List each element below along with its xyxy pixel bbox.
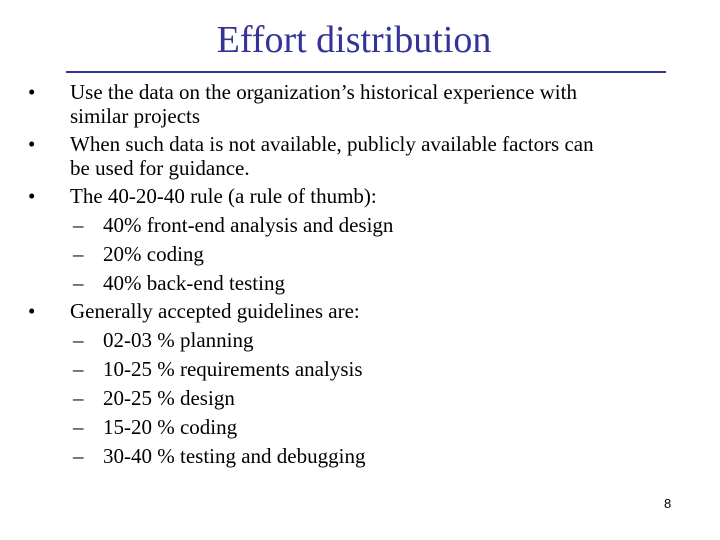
bullet-item bbox=[0, 299, 720, 323]
dash-icon: – bbox=[73, 386, 84, 410]
sub-bullet-text: 15-20 % coding bbox=[103, 415, 238, 439]
sub-bullet-text: 02-03 % planning bbox=[103, 328, 254, 352]
sub-bullet-item bbox=[0, 444, 720, 468]
bullet-item bbox=[0, 132, 720, 180]
sub-bullet-text: 40% back-end testing bbox=[103, 271, 285, 295]
bullet-text-continued: similar projects bbox=[70, 104, 201, 128]
dash-icon: – bbox=[73, 242, 84, 266]
dash-icon: – bbox=[73, 357, 84, 381]
sub-bullet-item bbox=[0, 271, 720, 295]
sub-bullet-item bbox=[0, 328, 720, 352]
dash-icon: – bbox=[73, 271, 84, 295]
bullet-icon: • bbox=[28, 132, 36, 156]
title-underline bbox=[66, 71, 666, 73]
sub-bullet-item bbox=[0, 386, 720, 410]
bullet-list bbox=[0, 80, 720, 468]
sub-bullet-text: 20% coding bbox=[103, 242, 204, 266]
sub-bullet-text: 40% front-end analysis and design bbox=[103, 213, 394, 237]
bullet-icon: • bbox=[28, 184, 36, 208]
sub-bullet-text: 30-40 % testing and debugging bbox=[103, 444, 366, 468]
slide-title: Effort distribution bbox=[216, 19, 492, 61]
bullet-text: Generally accepted guidelines are: bbox=[70, 299, 360, 323]
dash-icon: – bbox=[73, 328, 84, 352]
bullet-text-continued: be used for guidance. bbox=[70, 156, 250, 180]
sub-bullet-item bbox=[0, 213, 720, 237]
bullet-icon: • bbox=[28, 80, 36, 104]
bullet-item bbox=[0, 184, 720, 208]
bullet-icon: • bbox=[28, 299, 36, 323]
bullet-text: Use the data on the organization’s historical experience with bbox=[70, 80, 577, 104]
sub-bullet-text: 20-25 % design bbox=[103, 386, 235, 410]
sub-bullet-item bbox=[0, 357, 720, 381]
dash-icon: – bbox=[73, 213, 84, 237]
sub-bullet-item bbox=[0, 415, 720, 439]
page-number: 8 bbox=[664, 496, 672, 511]
bullet-text: When such data is not available, publicly available factors can bbox=[70, 132, 594, 156]
dash-icon: – bbox=[73, 415, 84, 439]
bullet-text: The 40-20-40 rule (a rule of thumb): bbox=[70, 184, 377, 208]
bullet-item bbox=[0, 80, 720, 128]
sub-bullet-text: 10-25 % requirements analysis bbox=[103, 357, 363, 381]
sub-bullet-item bbox=[0, 242, 720, 266]
dash-icon: – bbox=[73, 444, 84, 468]
